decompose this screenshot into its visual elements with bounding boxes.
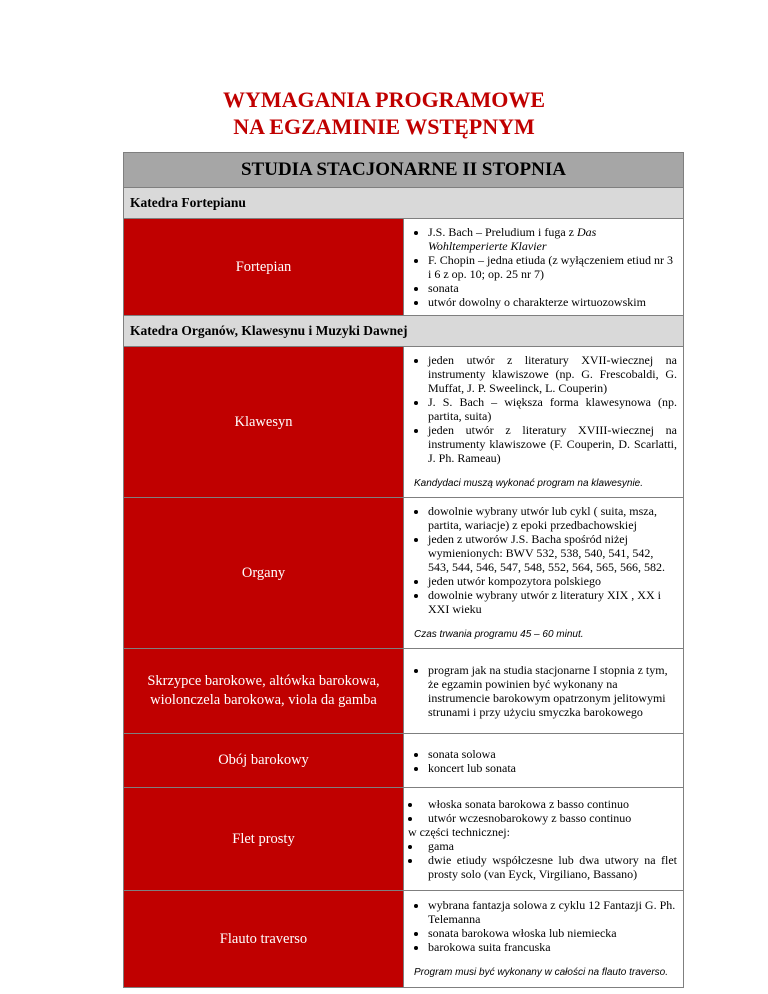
list-item: • program jak na studia stacjonarne I stopnia z tym, że egzamin powinien być wykonany na instrumencie barokowym opatrzonym jelitowymi strunami i przy użyciu smyczka barokowego: [428, 663, 677, 719]
department-row: [124, 188, 684, 219]
requirements-klawesyn: [404, 347, 684, 498]
list-item: • sonata solowa: [428, 747, 677, 761]
subheading-technical: w części technicznej:: [408, 825, 510, 839]
list-item: • sonata barokowa włoska lub niemiecka: [428, 926, 677, 940]
list-item: • włoska sonata barokowa z basso continuo: [422, 797, 677, 811]
department-fortepian: Katedra Fortepianu: [124, 188, 684, 219]
instrument-label-organy: Organy: [124, 498, 404, 649]
instrument-label-oboj: Obój barokowy: [124, 734, 404, 788]
list-item: • barokowa suita francuska: [428, 940, 677, 954]
requirements-fortepian: [404, 219, 684, 316]
list-item: • jeden utwór z literatury XVIII-wiecznej na instrumenty klawiszowe (F. Couperin, D. Scarlatti, J. Ph. Rameau): [428, 423, 677, 465]
table-row: [124, 649, 684, 734]
instrument-label-fortepian: Fortepian: [124, 219, 404, 316]
list-item: • gama: [422, 839, 677, 853]
requirements-skrzypce: [404, 649, 684, 734]
department-organy: Katedra Organów, Klawesynu i Muzyki Dawnej: [124, 316, 684, 347]
table-row: [124, 347, 684, 498]
table-row: [124, 891, 684, 988]
list-item: • dowolnie wybrany utwór lub cykl ( suita, msza, partita, wariacje) z epoki przedbachowskiej: [428, 504, 677, 532]
list-item: • F. Chopin – jedna etiuda (z wyłączeniem etiud nr 3 i 6 z op. 10; op. 25 nr 7): [428, 253, 677, 281]
note-traverso: Program musi być wykonany w całości na flauto traverso.: [414, 967, 668, 978]
requirements-organy: [404, 498, 684, 649]
list-item: • dowolnie wybrany utwór z literatury XIX , XX i XXI wieku: [428, 588, 677, 616]
requirements-flet: [404, 788, 684, 891]
table-row: [124, 734, 684, 788]
list-item: • sonata: [428, 281, 677, 295]
list-item: • utwór wczesnobarokowy z basso continuo: [422, 811, 677, 825]
table-header-row: [124, 153, 684, 188]
note-klawesyn: Kandydaci muszą wykonać program na klawesynie.: [414, 478, 643, 489]
requirements-table: [123, 152, 684, 988]
table-row: [124, 219, 684, 316]
table-row: [124, 498, 684, 649]
list-item: • wybrana fantazja solowa z cyklu 12 Fantazji G. Ph. Telemanna: [428, 898, 677, 926]
title-line-1: WYMAGANIA PROGRAMOWE: [222, 87, 546, 112]
instrument-label-traverso: Flauto traverso: [124, 891, 404, 988]
table-row: [124, 788, 684, 891]
requirements-traverso: [404, 891, 684, 988]
list-item: • koncert lub sonata: [428, 761, 677, 775]
page-title: [0, 86, 768, 140]
list-item: • J.S. Bach – Preludium i fuga z Das Wohltemperierte Klavier: [428, 225, 677, 253]
requirements-oboj: [404, 734, 684, 788]
department-row: [124, 316, 684, 347]
list-item: • jeden utwór kompozytora polskiego: [428, 574, 677, 588]
list-item: • dwie etiudy współczesne lub dwa utwory na flet prosty solo (van Eyck, Virgiliano, Bassano): [422, 853, 677, 881]
title-line-2: NA EGZAMINIE WSTĘPNYM: [233, 114, 535, 139]
list-item: • utwór dowolny o charakterze wirtuozowskim: [428, 295, 677, 309]
list-item: • jeden z utworów J.S. Bacha spośród niżej wymienionych: BWV 532, 538, 540, 541, 542, 543, 544, 546, 547, 548, 552, 564, 565, 566, 582.: [428, 532, 677, 574]
list-item: • J. S. Bach – większa forma klawesynowa (np. partita, suita): [428, 395, 677, 423]
instrument-label-klawesyn: Klawesyn: [124, 347, 404, 498]
note-organy: Czas trwania programu 45 – 60 minut.: [414, 629, 584, 640]
instrument-label-skrzypce: Skrzypce barokowe, altówka barokowa, wiolonczela barokowa, viola da gamba: [124, 649, 404, 734]
list-item: • jeden utwór z literatury XVII-wiecznej na instrumenty klawiszowe (np. G. Frescobaldi, G. Muffat, J. P. Sweelinck, L. Couperin): [428, 353, 677, 395]
instrument-label-flet: Flet prosty: [124, 788, 404, 891]
table-header: STUDIA STACJONARNE II STOPNIA: [124, 153, 684, 188]
